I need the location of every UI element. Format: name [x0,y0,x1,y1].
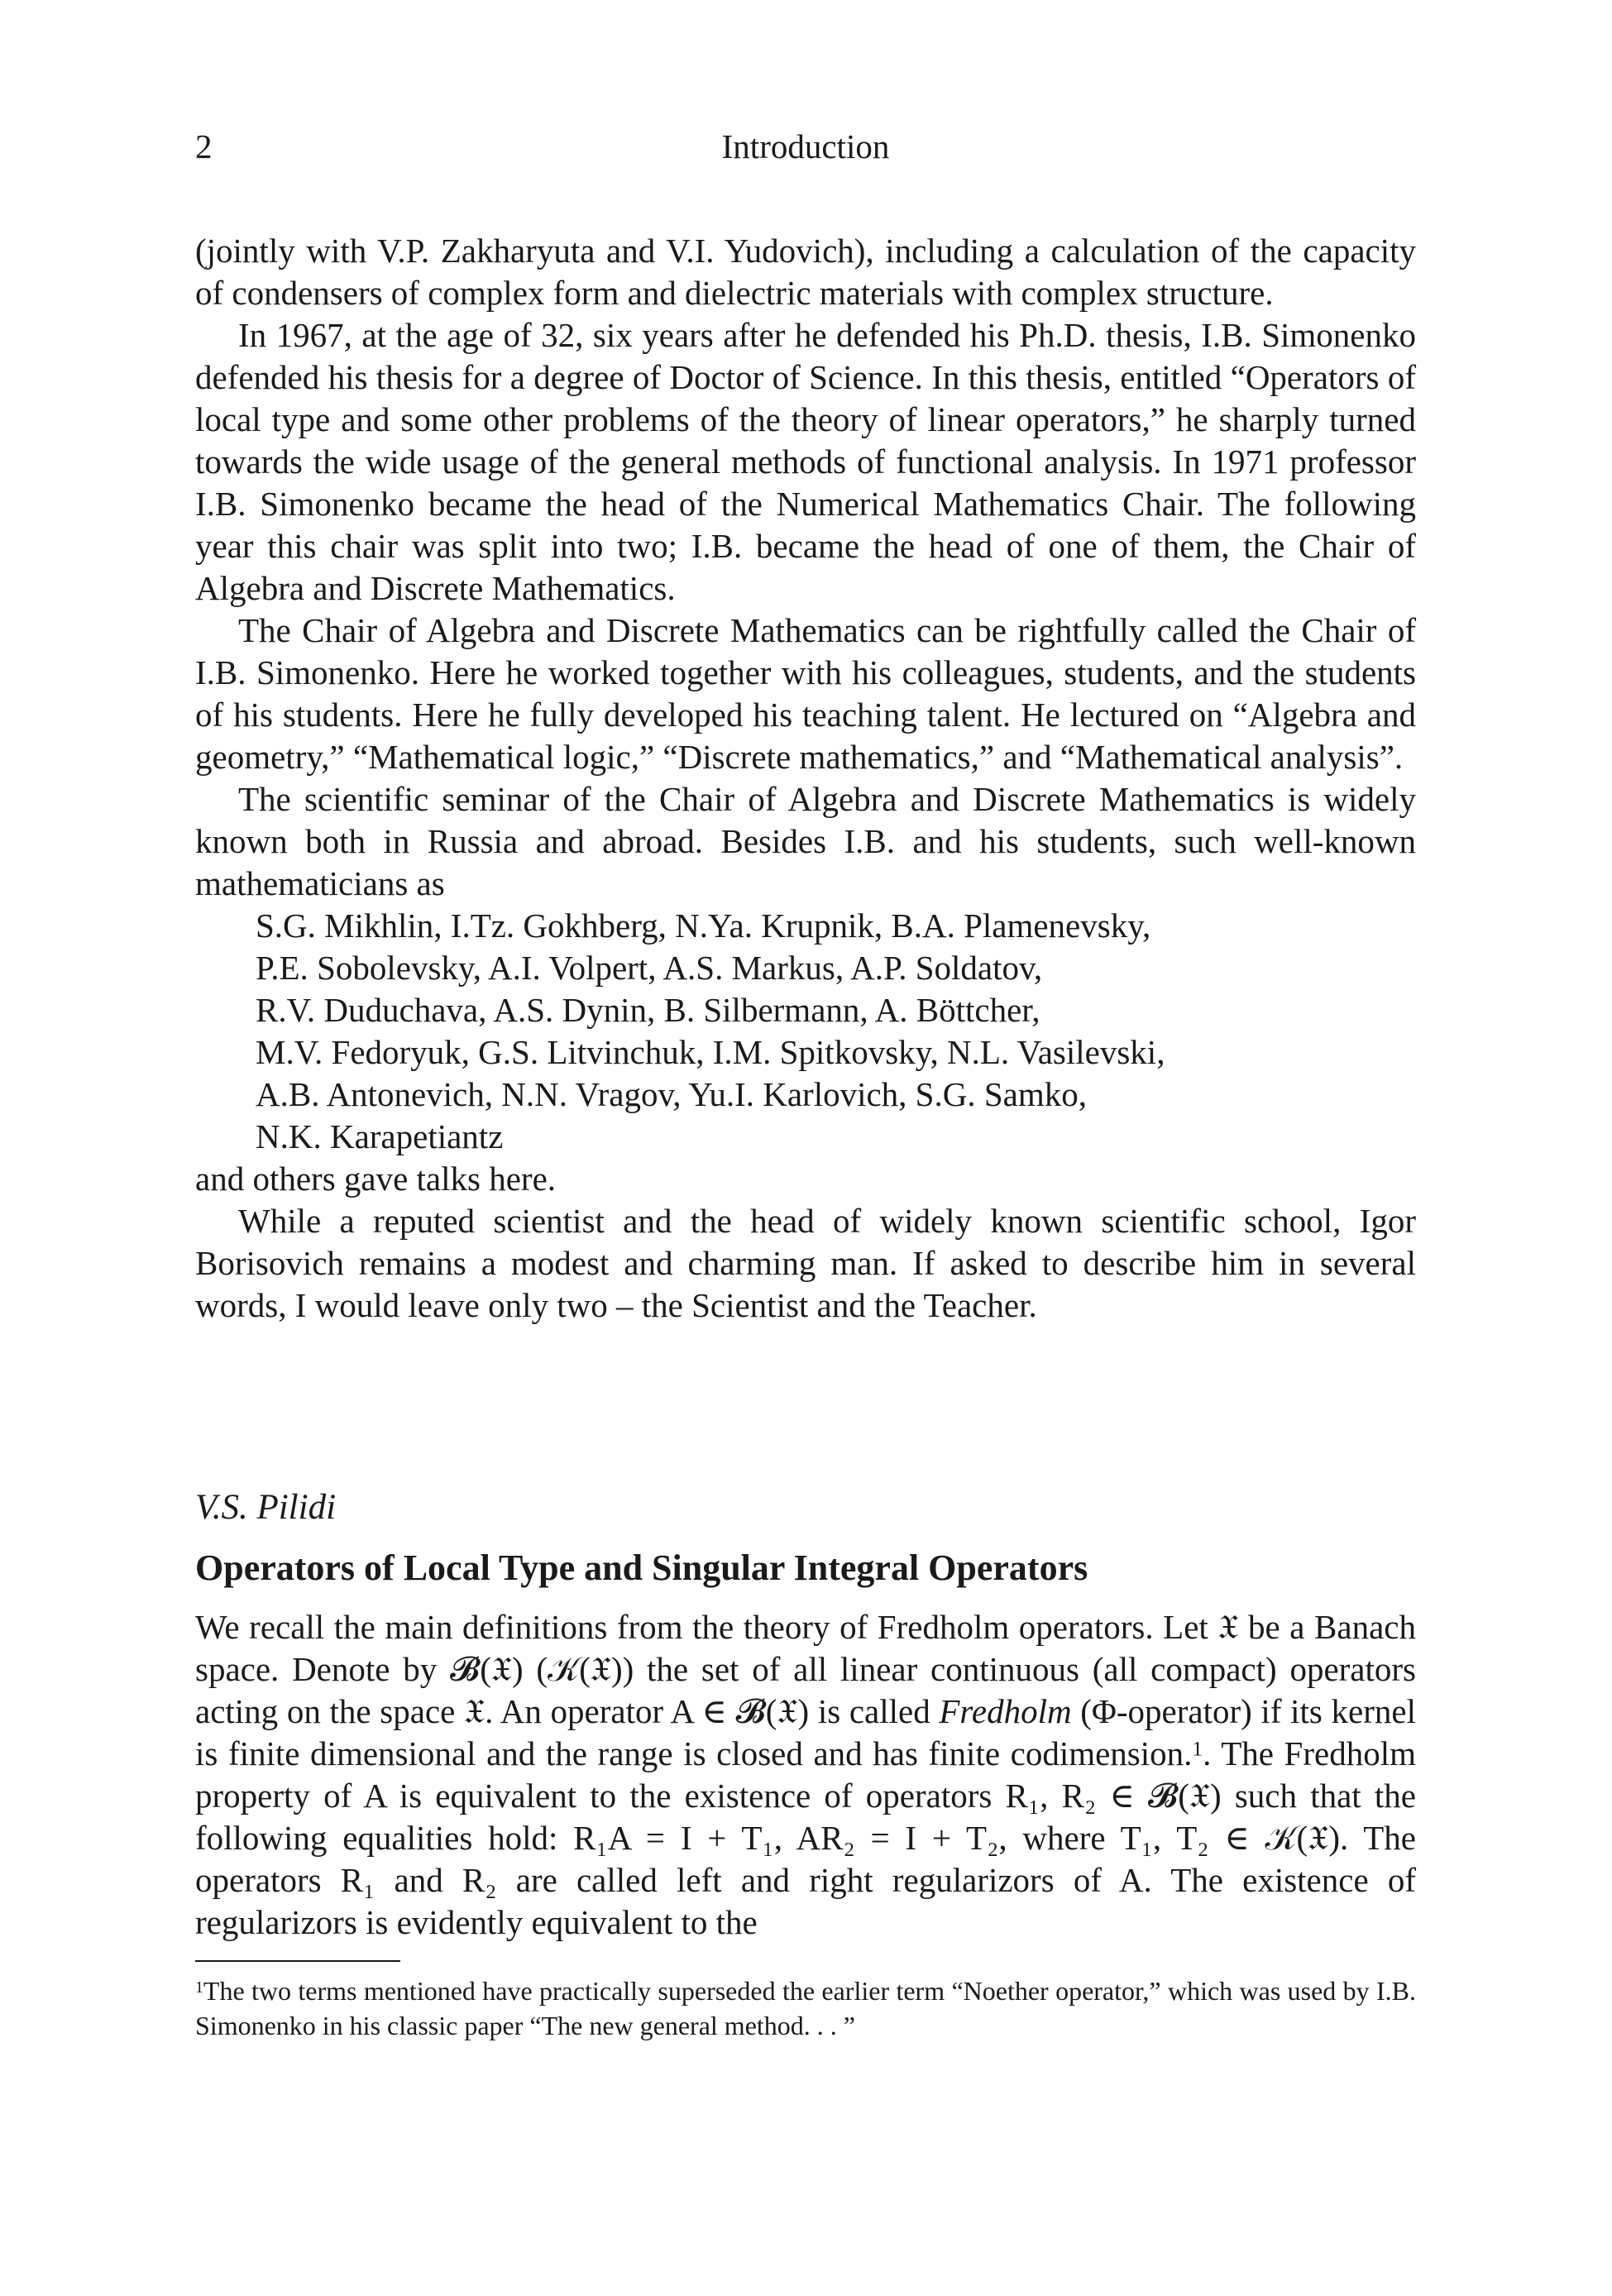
paragraph-5: and others gave talks here. [195,1160,557,1198]
fredholm-term: Fredholm [939,1692,1072,1730]
footnote-reference[interactable]: 1 [1192,1737,1203,1761]
speaker-list-line: P.E. Sobolevsky, A.I. Volpert, A.S. Markus, A.P. Soldatov, [256,949,1043,987]
speaker-list [195,905,1416,1158]
paragraph-2: In 1967, at the age of 32, six years after he defended his Ph.D. thesis, I.B. Simonenko defended his thesis for a degree of Doctor of Science. In this thesis, entitled “Operators of local type and some other problems of the theory of linear operators,” he sharply turned towards the wide usage of the general methods of functional analysis. In 1971 professor I.B. Simonenko became the head of the Numerical Mathematics Chair. The following year this chair was split into two; I.B. became the head of one of them, the Chair of Algebra and Discrete Mathematics. [195,316,1416,607]
text-run: . The Fredholm property of A is equivalent to the existence of operators R₁, R₂ ∈ 𝓑(𝔛) such that the following equalities hold: R₁A = I + T₁, AR₂ = I + T₂, where T₁, T₂ ∈ 𝒦(𝔛). The operators R₁ and R₂ are called left and right regularizors of A. The existence of regularizors is evidently equivalent to the [195,1734,1416,1941]
footnote-rule [195,1960,400,1962]
footnote [195,1973,1416,2043]
speaker-list-line: N.K. Karapetiantz [256,1117,504,1155]
speaker-list-line: R.V. Duduchava, A.S. Dynin, B. Silbermann, A. Böttcher, [256,991,1040,1029]
running-head: Introduction [721,127,890,165]
paragraph-6: While a reputed scientist and the head of widely known scientific school, Igor Borisovich remains a modest and charming man. If asked to describe him in several words, I would leave only two – the Scientist and the Teacher. [195,1202,1416,1324]
speaker-list-line: M.V. Fedoryuk, G.S. Litvinchuk, I.M. Spitkovsky, N.L. Vasilevski, [256,1033,1165,1071]
paragraph-1: (jointly with V.P. Zakharyuta and V.I. Yudovich), including a calculation of the capacity of condensers of complex form and dielectric materials with complex structure. [195,232,1416,312]
article-paragraph-1 [195,1606,1416,1944]
article-title: Operators of Local Type and Singular Integral Operators [195,1547,1088,1588]
speaker-list-line: S.G. Mikhlin, I.Tz. Gokhberg, N.Ya. Krupnik, B.A. Plamenevsky, [256,906,1151,945]
paragraph-4: The scientific seminar of the Chair of Algebra and Discrete Mathematics is widely known both in Russia and abroad. Besides I.B. and his students, such well-known mathematicians as [195,780,1416,902]
page-number: 2 [195,127,213,165]
section-article-body [195,1606,1416,1944]
speaker-list-line: A.B. Antonevich, N.N. Vragov, Yu.I. Karlovich, S.G. Samko, [256,1075,1087,1113]
footnote-text: The two terms mentioned have practically superseded the earlier term “Noether operator,” which was used by I.B. Simonenko in his classic paper “The new general method. . . ” [195,1976,1416,2040]
text-run: (Φ-operator) if its kernel is finite dimensional and the range is closed and has finite codimension. [195,1692,1416,1772]
footnote-mark: 1 [195,1978,203,1997]
section-introduction-body [195,230,1416,1327]
article-author: V.S. Pilidi [195,1488,337,1527]
text-run: We recall the main definitions from the theory of Fredholm operators. Let 𝔛 be a Banach space. Denote by 𝓑(𝔛) (𝒦(𝔛)) the set of all linear continuous (all compact) operators acting on the space 𝔛. An operator A ∈ 𝓑(𝔛) is called [195,1608,1416,1730]
page-header [195,126,1416,175]
paragraph-3: The Chair of Algebra and Discrete Mathematics can be rightfully called the Chair of I.B. Simonenko. Here he worked together with his colleagues, students, and the students of his students. Here he fully developed his teaching talent. He lectured on “Algebra and geometry,” “Mathematical logic,” “Discrete mathematics,” and “Mathematical analysis”. [195,611,1416,776]
